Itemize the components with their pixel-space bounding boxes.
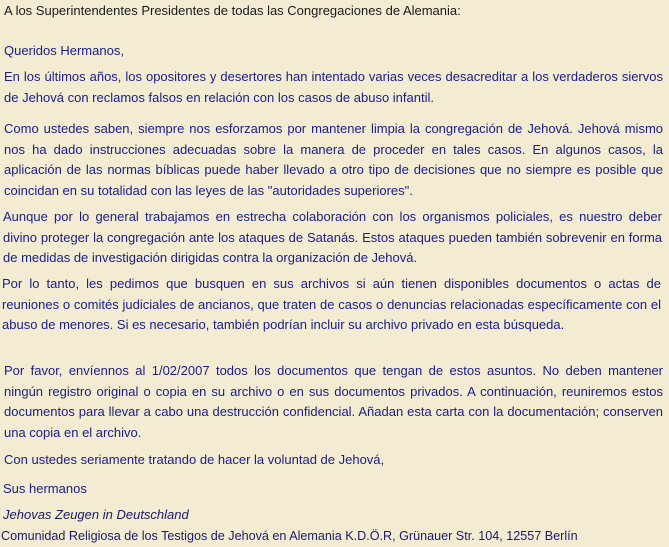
letter-paragraph-2: Como ustedes saben, siempre nos esforzamos por mantener limpia la congregación de Jehová. Jehová mismo nos ha dado instrucciones adecuadas sobre la manera de proceder en tales casos. En algunos casos, la aplicación de las normas bíblicas puede haber llevado a otro tipo de decisiones que no siempre es posible que coincidan en su totalidad con las leyes de las "autoridades superiores". — [4, 121, 663, 198]
letter-closing: Con ustedes seriamente tratando de hacer la voluntad de Jehová, — [4, 452, 385, 467]
letter-footer: Comunidad Religiosa de los Testigos de Jehová en Alemania K.D.Ö.R, Grünauer Str. 104, 12557 Berlín — [1, 529, 578, 543]
letter-addressee: A los Superintendentes Presidentes de todas las Congregaciones de Alemania: — [4, 3, 461, 18]
letter-paragraph-1: En los últimos años, los opositores y desertores han intentado varias veces desacreditar a los verdaderos siervos de Jehová con reclamos falsos en relación con los casos de abuso infantil. — [4, 69, 663, 105]
letter-signature: Jehovas Zeugen in Deutschland — [3, 507, 189, 522]
letter-paragraph-3: Aunque por lo general trabajamos en estrecha colaboración con los organismos policiales, es nuestro deber divino proteger la congregación ante los ataques de Satanás. Estos ataques pueden también sobrevenir en forma de medidas de investigación dirigidas contra la organización de Jehová. — [3, 209, 662, 265]
letter-paragraph-4: Por lo tanto, les pedimos que busquen en sus archivos si aún tienen disponibles documentos o actas de reuniones o comités judiciales de ancianos, que traten de casos o denuncias relacionadas específicamente con el abuso de menores. Si es necesario, también podrían incluir su archivo privado en esta búsqueda. — [2, 276, 661, 332]
letter-salutation: Queridos Hermanos, — [4, 43, 124, 58]
letter-signoff: Sus hermanos — [3, 481, 87, 496]
letter-paragraph-5: Por favor, envíennos al 1/02/2007 todos los documentos que tengan de estos asuntos. No deben mantener ningún registro original o copia en su archivo o en sus documentos privados. A continuación, reuniremos estos documentos para llevar a cabo una destrucción confidencial. Añadan esta carta con la documentación; conserven una copia en el archivo. — [4, 363, 663, 440]
